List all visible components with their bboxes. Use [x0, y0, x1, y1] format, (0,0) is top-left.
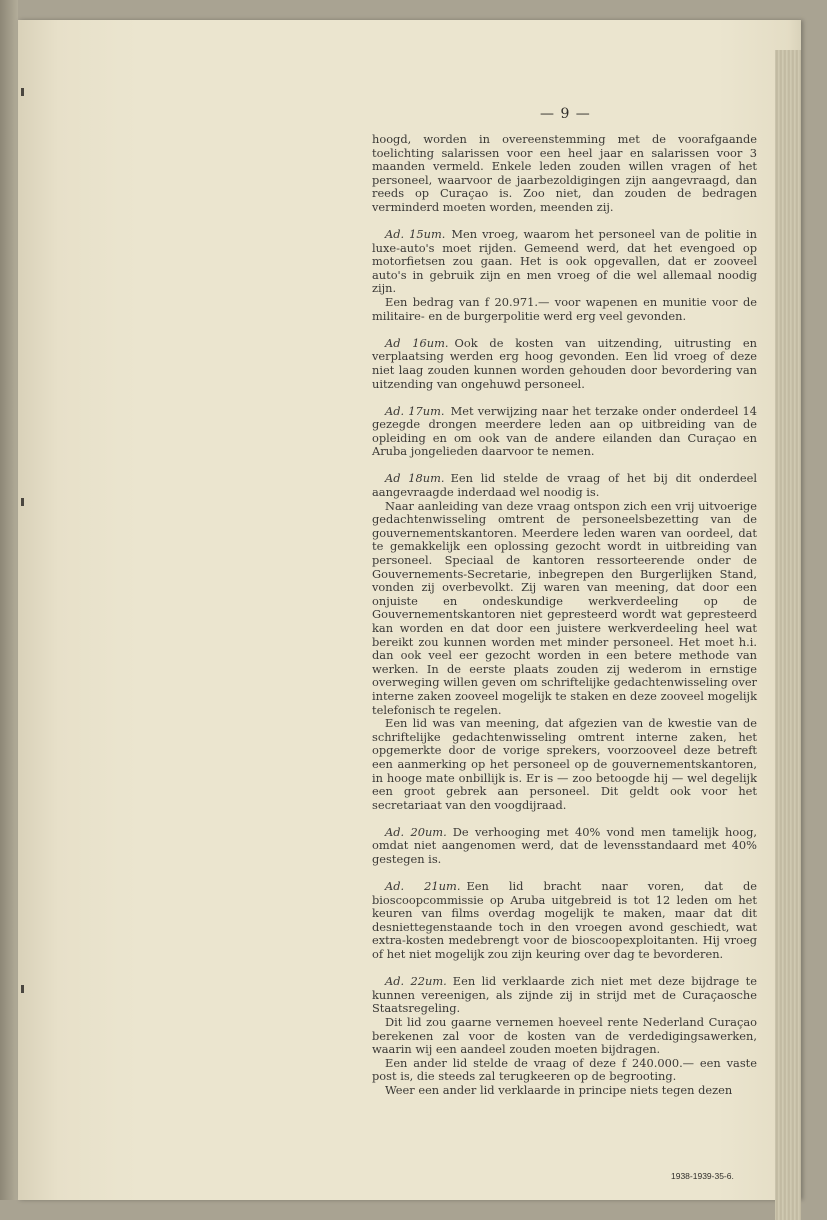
section-label: Ad 18um.: [385, 471, 445, 486]
body-paragraph: Een lid was van meening, dat afgezien van de kwestie van de schriftelijke gedachtenwisseling omtrent interne zaken, het opgemerkte door de vorige sprekers, voorzooveel deze betreft een aanmerking op het personeel op de gouvernementskantoren, in hooge mate onbillijk is. Er is — zoo betoogde hij — wel degelijk een groot gebrek aan personeel. Dit geldt ook voor het secretariaat van den voogdijraad.: [372, 716, 757, 812]
section-text: Ook de kosten van uitzending, uitrusting en verplaatsing werden erg hoog gevonden. Een lid vroeg of deze niet laag zouden kunnen worden gehouden door bevordering van uitzending van ongehuwd personeel.: [372, 335, 758, 391]
book-spine: [0, 0, 18, 1200]
footer-code: 1938-1939-35-6.: [671, 1171, 734, 1181]
section-paragraph: [372, 880, 757, 962]
paragraph-gap: [372, 391, 757, 405]
page-edges: [775, 50, 801, 1220]
paragraph-gap: [372, 459, 757, 473]
section-text: Een lid bracht naar voren, dat de bioscoopcommissie op Aruba uitgebreid is tot 12 leden om het keuren van films overdag mogelijk te maken, maar dat dit desniettegenstaande toch in den vroegen avond geschiedt, wat extra-kosten medebrengt voor de bioscoopexploitanten. Hij vroeg of het niet mogelijk zou zijn keuring over dag te bevorderen.: [372, 879, 757, 962]
document-body: [372, 133, 757, 1098]
body-paragraph: Weer een ander lid verklaarde in principe niets tegen dezen: [385, 1082, 733, 1097]
margin-mark: [21, 498, 24, 506]
section-label: Ad 16um.: [385, 335, 449, 350]
section-paragraph: [372, 975, 757, 1016]
paragraph-gap: [372, 323, 757, 337]
body-paragraph: Naar aanleiding van deze vraag ontspon zich een vrij uitvoerige gedachtenwisseling omtrent de personeelsbezetting van de gouvernementskantoren. Meerdere leden waren van oordeel, dat te gemakkelijk een oplossing gezocht wordt in uitbreiding van personeel. Speciaal de kantoren ressorteerende onder de Gouvernements-Secretarie, inbegrepen den Burgerlijken Stand, vonden zij overbevolkt. Zij waren van meening, dat door een onjuiste en ondeskundige werkverdeeling op de Gouvernementskantoren niet gepresteerd wordt wat gepresteerd kan worden en dat door een juistere werkverdeeling heel wat bereikt zou kunnen worden met minder personeel. Het moet h.i. dan ook veel eer gezocht worden in een betere methode van werken. In de eerste plaats zouden zij wederom in ernstige overweging willen geven om schriftelijke gedachtenwisseling over interne zaken zooveel mogelijk te staken en deze zooveel mogelijk telefonisch te regelen.: [372, 498, 757, 717]
margin-mark: [21, 985, 24, 993]
body-paragraph: Dit lid zou gaarne vernemen hoeveel rente Nederland Curaçao berekenen zal voor de kosten van de verdedigingsawerken, waarin wij een aandeel zouden moeten bijdragen.: [372, 1014, 757, 1057]
section-text: Men vroeg, waarom het personeel van de politie in luxe-auto's moet rijden. Gemeend werd, dat het evengoed op motorfietsen zou gaan. Het is ook opgevallen, dat er zooveel auto's in gebruik zijn en men vroeg of die wel allemaal noodig zijn.: [372, 227, 757, 296]
section-label: Ad. 20um.: [385, 824, 447, 839]
section-paragraph: [372, 405, 757, 459]
section-text: Een lid verklaarde zich niet met deze bijdrage te kunnen vereenigen, als zijnde zij in strijd met de Curaçaosche Staatsregeling.: [372, 974, 757, 1016]
body-paragraph: Een bedrag van f 20.971.— voor wapenen en munitie voor de militaire- en de burgerpolitie werd erg veel gevonden.: [372, 295, 757, 323]
margin-mark: [21, 88, 24, 96]
section-text: Met verwijzing naar het terzake onder onderdeel 14 gezegde drongen meerdere leden aan op uitbreiding van de opleiding en om ook van de andere eilanden dan Curaçao en Aruba jongelieden daarvoor te nemen.: [372, 403, 757, 459]
paragraph-gap: [372, 812, 757, 826]
section-label: Ad. 21um.: [385, 879, 461, 894]
section-text: Een lid stelde de vraag of het bij dit onderdeel aangevraagde inderdaad wel noodig is.: [372, 471, 758, 500]
section-paragraph: [372, 337, 757, 391]
section-text: De verhooging met 40% vond men tamelijk hoog, omdat niet aangenomen werd, dat de levensstandaard met 40% gestegen is.: [372, 824, 757, 866]
paragraph-gap: [372, 215, 757, 229]
paragraph-gap: [372, 867, 757, 881]
paragraph-gap: [372, 962, 757, 976]
section-paragraph: [372, 826, 757, 867]
section-label: Ad. 17um.: [385, 403, 445, 418]
section-paragraph: [372, 472, 757, 499]
page-number: — 9 —: [540, 106, 591, 122]
body-paragraph: hoogd, worden in overeenstemming met de voorafgaande toelichting salarissen voor een heel jaar en salarissen voor 3 maanden vermeld. Enkele leden zouden willen vragen of het personeel, waarvoor de jaarbezoldigingen zijn aangevraagd, dan reeds op Curaçao is. Zoo niet, dan zouden de bedragen verminderd moeten worden, meenden zij.: [372, 132, 757, 214]
body-paragraph: Een ander lid stelde de vraag of deze f 240.000.— een vaste post is, die steeds zal terugkeeren op de begrooting.: [372, 1055, 757, 1084]
section-paragraph: [372, 228, 757, 296]
section-label: Ad. 22um.: [385, 974, 447, 989]
section-label: Ad. 15um.: [385, 227, 446, 242]
